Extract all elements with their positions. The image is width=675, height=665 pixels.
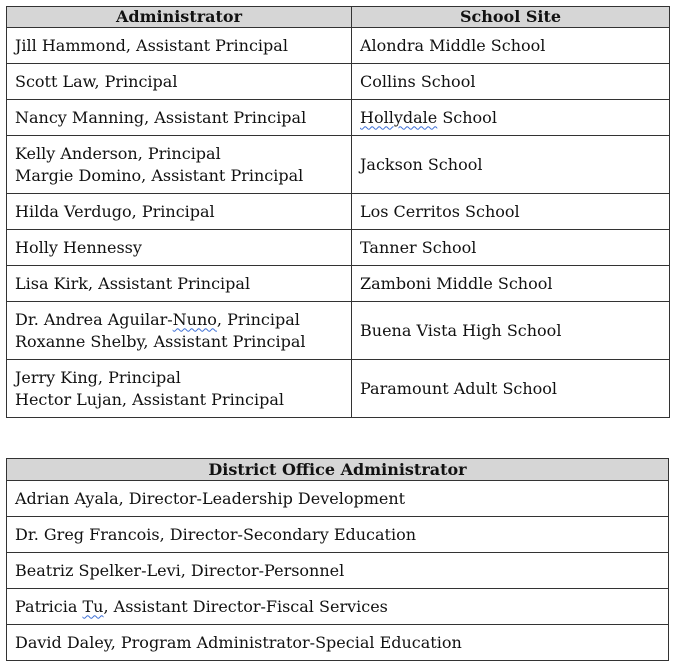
- administrator-cell: [7, 230, 352, 266]
- spellcheck-marked-word: Tu: [82, 596, 104, 616]
- administrator-name: Kelly Anderson, Principal: [15, 143, 221, 163]
- administrator-name-part: Dr. Andrea Aguilar-: [15, 309, 173, 329]
- table-row: [7, 517, 669, 553]
- administrator-cell: [7, 266, 352, 302]
- school-site-column-header: School Site: [352, 7, 670, 28]
- table-row: [7, 302, 670, 360]
- table-row: [7, 553, 669, 589]
- administrator-name: Scott Law, Principal: [15, 71, 178, 91]
- table-row: [7, 100, 670, 136]
- district-administrator-cell: Dr. Greg Francois, Director-Secondary Education: [7, 517, 669, 553]
- district-office-table: [6, 458, 669, 661]
- spellcheck-marked-word: Nuno: [172, 309, 217, 329]
- school-site-cell: Zamboni Middle School: [352, 266, 670, 302]
- administrator-cell: [7, 100, 352, 136]
- district-administrator-cell: David Daley, Program Administrator-Special Education: [7, 625, 669, 661]
- school-site-cell: Collins School: [352, 64, 670, 100]
- table-row: [7, 481, 669, 517]
- district-administrator-cell: Adrian Ayala, Director-Leadership Development: [7, 481, 669, 517]
- school-administrators-table: [6, 6, 670, 418]
- administrator-cell: [7, 194, 352, 230]
- table-row: [7, 589, 669, 625]
- administrator-cell: [7, 302, 352, 360]
- administrator-cell: [7, 360, 352, 418]
- administrator-name: Hilda Verdugo, Principal: [15, 201, 215, 221]
- administrator-title-part: , Principal: [216, 309, 300, 329]
- administrator-cell: [7, 28, 352, 64]
- school-site-cell: Alondra Middle School: [352, 28, 670, 64]
- administrator-name-part: Patricia: [15, 596, 83, 616]
- table-row: [7, 194, 670, 230]
- school-site-cell: Tanner School: [352, 230, 670, 266]
- table-row: [7, 625, 669, 661]
- table-row: [7, 230, 670, 266]
- table-row: [7, 266, 670, 302]
- administrator-name: [15, 309, 343, 331]
- school-site-cell: [352, 100, 670, 136]
- administrator-cell: [7, 64, 352, 100]
- school-site-text: School: [437, 107, 497, 127]
- table-row: [7, 64, 670, 100]
- table-row: [7, 28, 670, 64]
- administrator-cell: [7, 136, 352, 194]
- school-site-cell: Jackson School: [352, 136, 670, 194]
- table-header-row: [7, 459, 669, 481]
- school-site-cell: Paramount Adult School: [352, 360, 670, 418]
- administrator-name: Jerry King, Principal: [15, 367, 181, 387]
- administrator-name: Roxanne Shelby, Assistant Principal: [15, 331, 306, 351]
- table-row: [7, 136, 670, 194]
- district-office-column-header: District Office Administrator: [7, 459, 669, 481]
- spellcheck-marked-word: Hollydale: [360, 107, 438, 127]
- school-site-cell: Los Cerritos School: [352, 194, 670, 230]
- administrator-column-header: Administrator: [7, 7, 352, 28]
- administrator-name: Lisa Kirk, Assistant Principal: [15, 273, 251, 293]
- administrator-title-part: , Assistant Director-Fiscal Services: [103, 596, 388, 616]
- district-administrator-cell: Beatriz Spelker-Levi, Director-Personnel: [7, 553, 669, 589]
- administrator-name: Holly Hennessy: [15, 237, 142, 257]
- table-row: [7, 360, 670, 418]
- administrator-name: Jill Hammond, Assistant Principal: [15, 35, 288, 55]
- administrator-name: Hector Lujan, Assistant Principal: [15, 389, 284, 409]
- school-site-cell: Buena Vista High School: [352, 302, 670, 360]
- administrator-name: Nancy Manning, Assistant Principal: [15, 107, 307, 127]
- administrator-name: Margie Domino, Assistant Principal: [15, 165, 304, 185]
- table-header-row: [7, 7, 670, 28]
- district-administrator-cell: [7, 589, 669, 625]
